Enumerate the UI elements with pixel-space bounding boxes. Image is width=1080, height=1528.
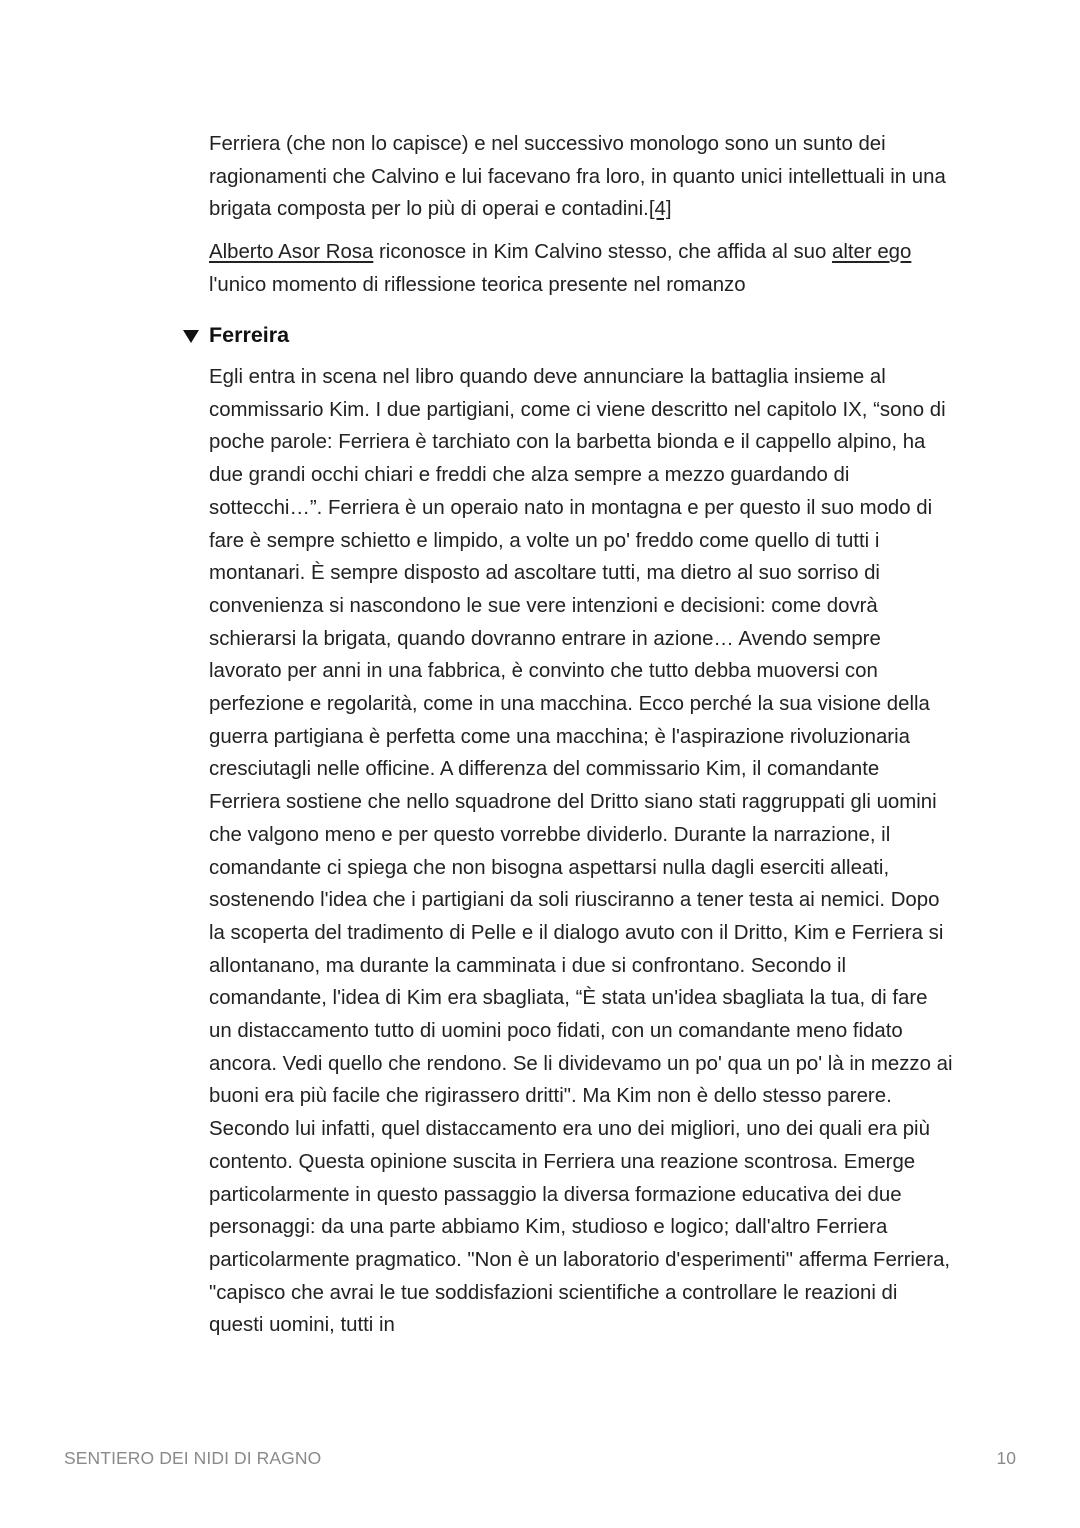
asor-rosa-text-2: l'unico momento di riflessione teorica presente nel romanzo [209, 273, 746, 296]
footer-document-title: SENTIERO DEI NIDI DI RAGNO [64, 1448, 322, 1468]
ferreira-section [209, 361, 954, 1342]
toggle-title: Ferreira [209, 322, 290, 347]
ferreira-paragraph: Egli entra in scena nel libro quando deve annunciare la battaglia insieme al commissario Kim. I due partigiani, come ci viene descritto nel capitolo IX, “sono di poche parole: Ferriera è tarchiato con la barbetta bionda e il cappello alpino, ha due grandi occhi chiari e freddi che alza sempre a mezzo guardando di sottecchi…”. Ferriera è un operaio nato in montagna e per questo il suo modo di fare è sempre schietto e limpido, a volte un po' freddo come quello di tutti i montanari. È sempre disposto ad ascoltare tutti, ma dietro al suo sorriso di convenienza si nascondono le sue vere intenzioni e decisioni: come dovrà schierarsi la brigata, quando dovranno entrare in azione… Avendo sempre lavorato per anni in una fabbrica, è convinto che tutto debba muoversi con perfezione e regolarità, come in una macchina. Ecco perché la sua visione della guerra partigiana è perfetta come una macchina; è l'aspirazione rivoluzionaria cresciutagli nelle officine. A differenza del commissario Kim, il comandante Ferriera sostiene che nello squadrone del Dritto siano stati raggruppati gli uomini che valgono meno e per questo vorrebbe dividerlo. Durante la narrazione, il comandante ci spiega che non bisogna aspettarsi nulla dagli eserciti alleati, sostenendo l'idea che i partigiani da soli riusciranno a tener testa ai nemici. Dopo la scoperta del tradimento di Pelle e il dialogo avuto con il Dritto, Kim e Ferriera si allontanano, ma durante la camminata i due si confrontano. Secondo il comandante, l'idea di Kim era sbagliata, “È stata un'idea sbagliata la tua, di fare un distaccamento tutto di uomini poco fidati, con un comandante meno fidato ancora. Vedi quello che rendono. Se li dividevamo un po' qua un po' là in mezzo ai buoni era più facile che rigirassero dritti". Ma Kim non è dello stesso parere. Secondo lui infatti, quel distaccamento era uno dei migliori, uno dei quali era più contento. Questa opinione suscita in Ferriera una reazione scontrosa. Emerge particolarmente in questo passaggio la diversa formazione educativa dei due personaggi: da una parte abbiamo Kim, studioso e logico; dall'altro Ferriera particolarmente pragmatico. "Non è un laboratorio d'esperimenti" afferma Ferriera, "capisco che avrai le tue soddisfazioni scientifiche a controllare le reazioni di questi uomini, tutti in [209, 366, 953, 1337]
ferreira-toggle[interactable] [183, 318, 289, 352]
intro-paragraph [209, 128, 954, 226]
alberto-asor-rosa-link[interactable]: Alberto Asor Rosa [209, 241, 374, 264]
alter-ego-link[interactable]: alter ego [831, 241, 912, 264]
asor-rosa-paragraph [209, 236, 954, 301]
footer-page-number: 10 [996, 1448, 1016, 1468]
footnote-link[interactable]: [4] [648, 198, 672, 221]
toggle-triangle-icon[interactable] [183, 330, 199, 343]
intro-paragraph-text: Ferriera (che non lo capisce) e nel successivo monologo sono un sunto dei ragionamenti che Calvino e lui facevano fra loro, in quanto unici intellettuali in una brigata composta per lo più di operai e contadini. [209, 133, 946, 221]
intro-section [209, 128, 954, 302]
asor-rosa-text-1: riconosce in Kim Calvino stesso, che affida al suo [373, 241, 832, 264]
